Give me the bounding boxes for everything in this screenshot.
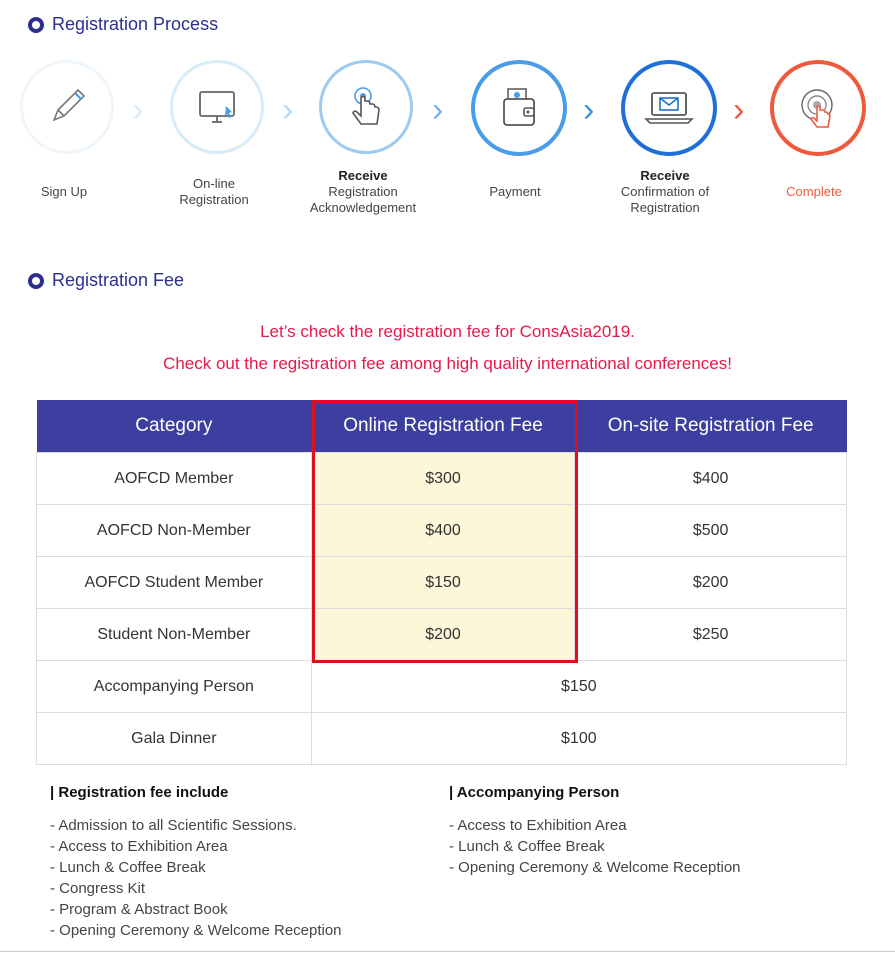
registration-fee-heading [28,270,184,291]
category-cell: Gala Dinner [37,713,312,765]
header-onsite-fee: On-site Registration Fee [575,400,847,453]
step-label: Receive Confirmation of Registration [620,168,710,215]
chevron-right-icon: › [583,91,595,129]
online-fee-cell: $150 [311,557,575,609]
section-title: Registration Process [52,14,219,34]
chevron-right-icon: › [282,91,294,129]
step-label: On-line Registration [179,176,249,207]
header-category: Category [37,400,312,453]
table-row [37,505,847,557]
accompanying-section [449,784,741,878]
table-row [37,453,847,505]
category-cell: Student Non-Member [37,609,312,661]
table-row [37,661,847,713]
table-header-row [37,400,847,453]
list-item: - Opening Ceremony & Welcome Reception [449,859,741,876]
accompanying-list [449,815,741,878]
onsite-fee-cell: $500 [575,505,847,557]
online-fee-cell: $400 [311,505,575,557]
fee-table [36,400,847,765]
wallet-icon [471,60,567,156]
list-item: - Program & Abstract Book [50,901,228,918]
includes-list [50,815,342,941]
step-label: Receive Registration Acknowledgement [309,168,417,215]
intro-line-1: Let’s check the registration fee for ConsAsia2019. [260,322,635,341]
table-row [37,713,847,765]
section-title: Registration Fee [52,270,185,290]
online-fee-cell: $300 [311,453,575,505]
intro-line-2: Check out the registration fee among high quality international conferences! [163,354,732,373]
online-fee-cell: $200 [311,609,575,661]
list-item: - Congress Kit [50,880,146,897]
fee-includes-section [50,784,342,941]
onsite-fee-cell: $200 [575,557,847,609]
laptop-mail-icon [621,60,717,156]
target-hand-icon [770,60,866,156]
chevron-right-icon: › [733,91,745,129]
pencil-icon [20,60,114,154]
category-cell: AOFCD Member [37,453,312,505]
monitor-icon [170,60,264,154]
step-label: Sign Up [40,184,88,199]
bullet-icon [28,273,44,289]
category-cell: AOFCD Non-Member [37,505,312,557]
registration-process-heading [28,14,218,35]
list-item: - Access to Exhibition Area [50,838,228,855]
list-item: - Access to Exhibition Area [449,817,627,834]
bullet-icon [28,17,44,33]
list-item: - Admission to all Scientific Sessions. [50,817,297,834]
table-row [37,557,847,609]
fee-cell: $150 [311,661,846,713]
touch-hand-icon [319,60,413,154]
bottom-divider [0,951,895,952]
onsite-fee-cell: $400 [575,453,847,505]
category-cell: AOFCD Student Member [37,557,312,609]
list-item: - Lunch & Coffee Break [50,859,206,876]
step-label: Payment [489,184,541,199]
header-online-fee: Online Registration Fee [311,400,575,453]
list-item: - Lunch & Coffee Break [449,838,605,855]
table-row [37,609,847,661]
includes-title: | Registration fee include [50,784,229,801]
chevron-right-icon: › [432,91,444,129]
onsite-fee-cell: $250 [575,609,847,661]
accompanying-title: | Accompanying Person [449,784,620,801]
fee-cell: $100 [311,713,846,765]
list-item: - Opening Ceremony & Welcome Reception [50,922,342,939]
chevron-right-icon: › [132,91,144,129]
step-label: Complete [786,184,842,199]
category-cell: Accompanying Person [37,661,312,713]
